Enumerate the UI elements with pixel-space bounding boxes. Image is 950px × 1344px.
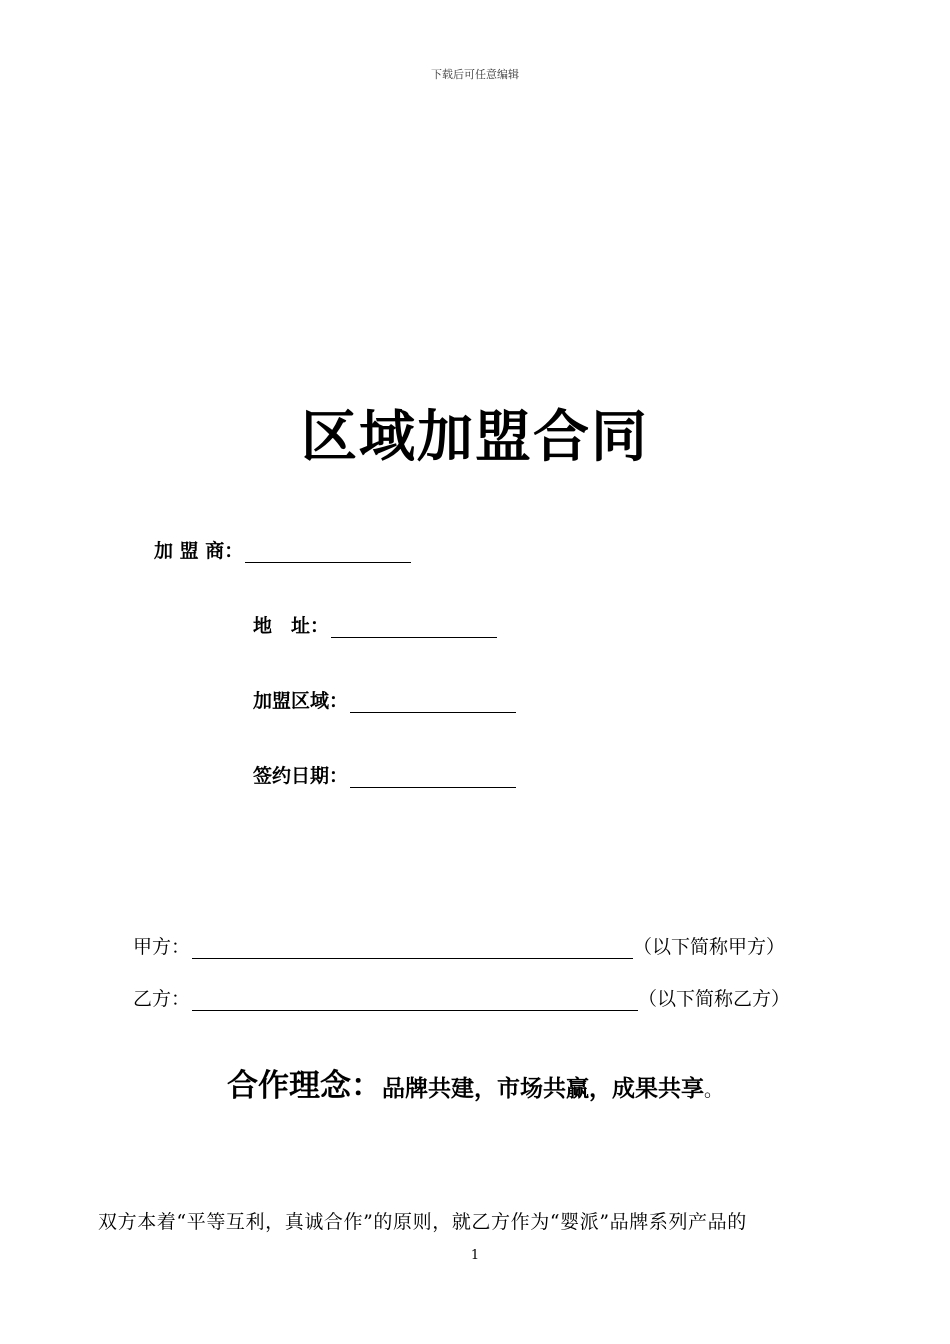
page-number: 1 [470,1248,480,1263]
region-blank[interactable] [350,692,516,713]
body-paragraph: 双方本着“平等互利，真诚合作”的原则，就乙方作为“婴派”品牌系列产品的 [98,1211,747,1233]
party-b-line [133,984,790,1011]
header-note: 下载后可任意编辑 [431,68,519,81]
franchisee-field [154,536,411,563]
sign-date-field [253,761,516,788]
motto-text: 品牌共建，市场共赢，成果共享 [381,1076,704,1102]
party-b-blank[interactable] [192,990,638,1011]
party-a-blank[interactable] [192,938,633,959]
cooperation-motto [0,1060,950,1105]
party-a-note: （以下简称甲方） [633,936,786,958]
party-b-note: （以下简称乙方） [638,988,791,1010]
party-a-line [133,932,785,959]
sign-date-label: 签约日期： [253,765,349,787]
document-title: 区域加盟合同 [301,405,649,470]
franchisee-label: 加 盟 商： [154,540,244,562]
region-field [253,686,516,713]
motto-end: 。 [703,1079,723,1101]
address-field [253,611,497,638]
sign-date-blank[interactable] [350,767,516,788]
franchisee-blank[interactable] [245,542,411,563]
party-a-label: 甲方： [133,936,191,958]
address-label: 地 址： [253,615,330,637]
party-b-label: 乙方： [133,988,191,1010]
region-label: 加盟区域： [253,690,349,712]
motto-label: 合作理念： [226,1068,382,1104]
address-blank[interactable] [331,617,497,638]
